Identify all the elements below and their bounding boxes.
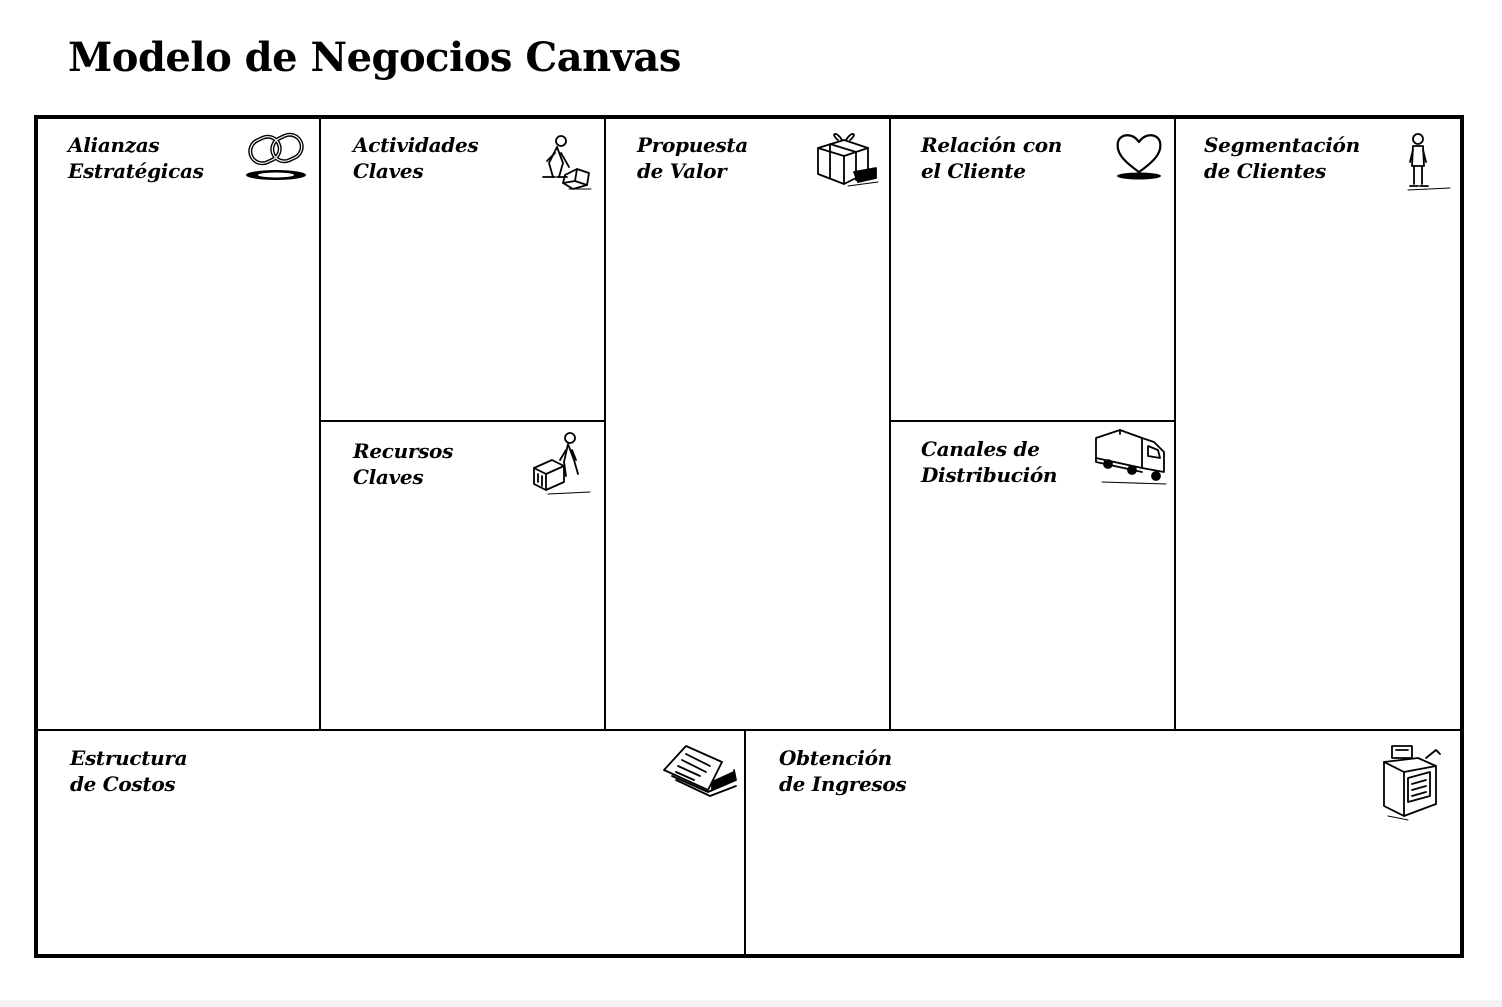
block-label-line: Canales de xyxy=(921,437,1040,461)
block-label-ingresos xyxy=(779,745,906,797)
block-label-line: de Valor xyxy=(637,159,727,183)
block-label-line: de Clientes xyxy=(1204,159,1326,183)
truck-icon xyxy=(1092,428,1168,488)
divider-propuesta-relacion xyxy=(889,119,891,731)
heart-icon xyxy=(1112,130,1166,182)
block-label-line: Estructura xyxy=(70,746,188,770)
block-label-line: Claves xyxy=(353,465,424,489)
worker-with-box-icon xyxy=(530,430,594,500)
worker-icon xyxy=(533,133,593,193)
divider-relacion-segmentacion xyxy=(1174,119,1176,731)
block-label-line: de Costos xyxy=(70,772,176,796)
divider-relacion-canales xyxy=(890,420,1175,422)
divider-alianzas-actividades xyxy=(319,119,321,731)
block-label-line: Alianzas xyxy=(68,133,160,157)
divider-actividades-recursos xyxy=(320,420,605,422)
block-label-line: Propuesta xyxy=(637,133,748,157)
divider-costos-ingresos xyxy=(744,730,746,954)
chain-links-icon xyxy=(242,130,310,186)
block-label-canales xyxy=(921,436,1057,488)
block-label-segmentacion xyxy=(1204,132,1360,184)
block-label-recursos xyxy=(353,438,453,490)
block-label-line: Segmentación xyxy=(1204,133,1360,157)
block-label-line: Recursos xyxy=(353,439,454,463)
block-label-propuesta xyxy=(637,132,748,184)
person-icon xyxy=(1400,130,1452,194)
block-label-relacion xyxy=(921,132,1062,184)
block-label-line: el Cliente xyxy=(921,159,1026,183)
price-tag-icon xyxy=(660,740,738,802)
block-label-line: Claves xyxy=(353,159,424,183)
block-label-line: Obtención xyxy=(779,746,892,770)
cash-register-icon xyxy=(1378,744,1442,822)
block-label-line: Distribución xyxy=(921,463,1058,487)
block-label-actividades xyxy=(353,132,478,184)
block-label-line: Relación con xyxy=(921,133,1062,157)
bottom-strip xyxy=(0,1000,1502,1007)
divider-actividades-propuesta xyxy=(604,119,606,731)
divider-top-bottom xyxy=(38,729,1460,731)
block-label-line: Estratégicas xyxy=(68,159,204,183)
gift-icon xyxy=(814,128,880,190)
page-title: Modelo de Negocios Canvas xyxy=(68,34,681,81)
block-label-line: de Ingresos xyxy=(779,772,907,796)
block-label-line: Actividades xyxy=(353,133,479,157)
block-label-alianzas xyxy=(68,132,204,184)
business-model-canvas xyxy=(34,115,1464,958)
block-label-costos xyxy=(70,745,187,797)
